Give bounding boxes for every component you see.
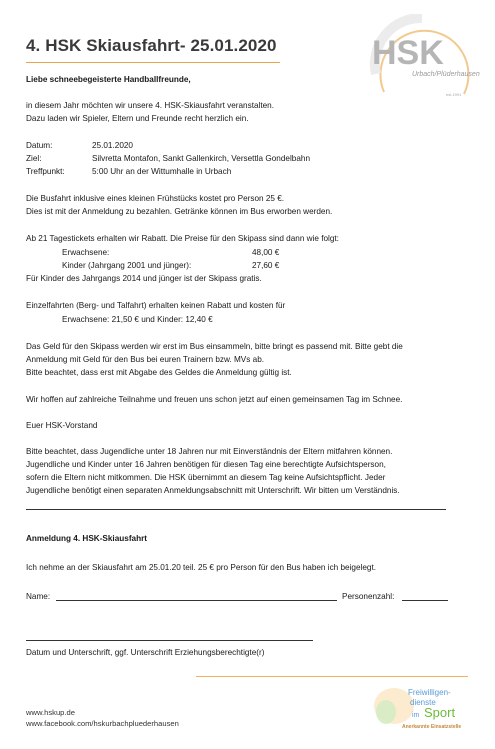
notice-line: sofern die Eltern nicht mitkommen. Die HSK übernimmt an diesem Tag keine Aufsichtspflicht. Jeder (26, 473, 386, 482)
greeting: Liebe schneebegeisterte Handballfreunde, (26, 75, 191, 84)
cut-line (26, 509, 446, 510)
bus-info-line: Dies ist mit der Anmeldung zu bezahlen. Getränke können im Bus erworben werden. (26, 207, 333, 216)
detail-label-destination: Ziel: (26, 154, 42, 163)
freiwilligendienste-logo (372, 684, 476, 732)
detail-value-destination: Silvretta Montafon, Sankt Gallenkirch, Versettla Gondelbahn (92, 154, 310, 163)
skipass-price-value: 27,60 € (252, 261, 280, 270)
notice-line: Bitte beachtet, dass Jugendliche unter 18 Jahren nur mit Einverständnis der Eltern mitfahren können. (26, 447, 393, 456)
payment-line: Anmeldung mit Geld für den Bus bei euren Trainern bzw. MVs ab. (26, 355, 265, 364)
closing-text: Wir hoffen auf zahlreiche Teilnahme und freuen uns schon jetzt auf einen gemeinsamen Tag im Schnee. (26, 395, 403, 404)
person-count-field-line[interactable] (402, 600, 448, 601)
hsk-logo-subtitle: Urbach/Plüderhausen (412, 71, 480, 78)
footer-web-link[interactable]: www.hskup.de (26, 708, 75, 717)
title-underline (26, 62, 280, 63)
person-count-label: Personenzahl: (342, 592, 395, 601)
footer-rule (196, 676, 468, 677)
name-label: Name: (26, 592, 51, 601)
name-field-line[interactable] (56, 600, 337, 601)
form-statement: Ich nehme an der Skiausfahrt am 25.01.20 teil. 25 € pro Person für den Bus haben ich beigelegt. (26, 563, 377, 572)
signature-field-line[interactable] (26, 640, 313, 641)
detail-value-date: 25.01.2020 (92, 141, 133, 150)
badge-tagline: Anerkannte Einsatzstelle (402, 724, 462, 730)
skipass-price-label: Erwachsene: (62, 248, 110, 257)
hsk-logo-since: est.1991 (446, 92, 462, 97)
form-heading: Anmeldung 4. HSK-Skiausfahrt (26, 534, 148, 543)
skipass-intro: Ab 21 Tagestickets erhalten wir Rabatt. Die Preise für den Skipass sind dann wie folgt: (26, 234, 339, 243)
hsk-logo-text: HSK (372, 34, 444, 72)
skipass-free-note: Für Kinder des Jahrgangs 2014 und jünger ist der Skipass gratis. (26, 274, 262, 283)
detail-value-meeting-point: 5:00 Uhr an der Wittumhalle in Urbach (92, 167, 232, 176)
signature-label: Datum und Unterschrift, ggf. Unterschrift Erziehungsberechtigte(r) (26, 648, 265, 657)
page-title: 4. HSK Skiausfahrt- 25.01.2020 (26, 36, 277, 55)
single-ride-prices: Erwachsene: 21,50 € und Kinder: 12,40 € (62, 315, 213, 324)
badge-line3: im (412, 712, 420, 719)
payment-line: Bitte beachtet, dass erst mit Abgabe des Geldes die Anmeldung gültig ist. (26, 368, 292, 377)
hsk-logo (362, 14, 480, 106)
signoff: Euer HSK-Vorstand (26, 421, 98, 430)
skipass-price-label: Kinder (Jahrgang 2001 und jünger): (62, 261, 192, 270)
badge-line2: dienste (410, 698, 436, 707)
notice-line: Jugendliche und Kinder unter 16 Jahren benötigen für diesen Tag eine berechtigte Aufsichtsperson, (26, 460, 386, 469)
skipass-price-value: 48,00 € (252, 248, 280, 257)
badge-line1: Freiwilligen- (408, 688, 451, 697)
detail-label-date: Datum: (26, 141, 53, 150)
intro-line: in diesem Jahr möchten wir unsere 4. HSK-Skiausfahrt veranstalten. (26, 101, 275, 110)
footer-facebook-link[interactable]: www.facebook.com/hskurbachpluederhausen (26, 719, 179, 728)
single-ride-info: Einzelfahrten (Berg- und Talfahrt) erhalten keinen Rabatt und kosten für (26, 301, 286, 310)
payment-line: Das Geld für den Skipass werden wir erst im Bus einsammeln, bitte bringt es passend mit. Bitte gebt die (26, 342, 403, 351)
detail-label-meeting-point: Treffpunkt: (26, 167, 65, 176)
badge-line4: Sport (424, 705, 456, 720)
notice-line: Jugendliche benötigt einen separaten Anmeldungsabschnitt mit Unterschrift. Wir bitten um Verständnis. (26, 486, 400, 495)
intro-line: Dazu laden wir Spieler, Eltern und Freunde recht herzlich ein. (26, 114, 249, 123)
bus-info-line: Die Busfahrt inklusive eines kleinen Frühstücks kostet pro Person 25 €. (26, 194, 285, 203)
